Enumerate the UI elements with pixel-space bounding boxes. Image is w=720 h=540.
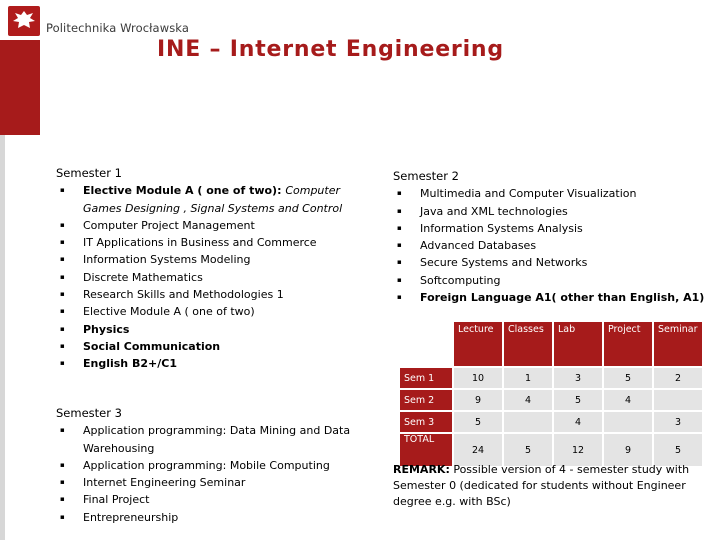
list-item: ▪ English B2+/C1 <box>56 355 376 372</box>
table-corner <box>400 322 452 366</box>
semester-2-heading: Semester 2 <box>393 169 459 183</box>
table-cell: 24 <box>454 434 502 466</box>
table-cell: 5 <box>454 412 502 432</box>
list-item: ▪ Information Systems Analysis <box>393 220 713 237</box>
hours-table <box>398 320 704 468</box>
eagle-icon <box>8 6 40 36</box>
table-cell: 5 <box>654 434 702 466</box>
top-bar <box>0 0 720 40</box>
banner-left-strip <box>0 40 20 135</box>
list-item: ▪ Internet Engineering Seminar <box>56 474 386 491</box>
list-item: ▪ Research Skills and Methodologies 1 <box>56 286 376 303</box>
list-item: ▪ Computer Project Management <box>56 217 376 234</box>
row-header: Sem 1 <box>400 368 452 388</box>
list-item: ▪ Advanced Databases <box>393 237 713 254</box>
list-item: ▪ IT Applications in Business and Commerce <box>56 234 376 251</box>
semester-2-list <box>393 185 713 306</box>
remark-label: REMARK: <box>393 463 450 476</box>
table-cell: 3 <box>654 412 702 432</box>
list-item: ▪ Elective Module A ( one of two): Computer Games Designing , Signal Systems and Control <box>56 182 376 217</box>
left-divider <box>0 135 5 540</box>
table-row <box>400 412 702 432</box>
column-header: Project <box>604 322 652 366</box>
table-row <box>400 368 702 388</box>
table-cell: 3 <box>554 368 602 388</box>
list-item: ▪ Elective Module A ( one of two) <box>56 303 376 320</box>
column-header: Lab <box>554 322 602 366</box>
semester-1-list <box>56 182 376 372</box>
row-header: TOTAL <box>400 434 452 466</box>
list-item: ▪ Application programming: Data Mining and Data Warehousing <box>56 422 386 457</box>
row-header: Sem 3 <box>400 412 452 432</box>
table-cell: 2 <box>654 368 702 388</box>
semester-3-list <box>56 422 386 526</box>
list-item: ▪ Information Systems Modeling <box>56 251 376 268</box>
table-cell <box>654 390 702 410</box>
university-logo <box>8 6 40 36</box>
semester-1-heading: Semester 1 <box>56 166 122 180</box>
list-item: ▪ Application programming: Mobile Computing <box>56 457 386 474</box>
list-item: ▪ Physics <box>56 321 376 338</box>
table-cell: 5 <box>554 390 602 410</box>
list-item: ▪ Java and XML technologies <box>393 203 713 220</box>
table-cell: 10 <box>454 368 502 388</box>
list-item: ▪ Entrepreneurship <box>56 509 386 526</box>
semester-1-section <box>56 165 376 373</box>
slide-title: INE – Internet Engineering <box>157 37 504 62</box>
table-cell: 4 <box>554 412 602 432</box>
semester-3-section <box>56 405 386 526</box>
table-cell <box>604 412 652 432</box>
table-cell: 9 <box>604 434 652 466</box>
column-header: Classes <box>504 322 552 366</box>
list-item: ▪ Softcomputing <box>393 272 713 289</box>
list-item: ▪ Social Communication <box>56 338 376 355</box>
table-cell: 5 <box>604 368 652 388</box>
table-cell: 4 <box>504 390 552 410</box>
institution-name: Politechnika Wrocławska <box>46 21 189 35</box>
row-header: Sem 2 <box>400 390 452 410</box>
semester-2-section <box>393 168 713 306</box>
table-cell <box>504 412 552 432</box>
table-cell: 5 <box>504 434 552 466</box>
semester-3-heading: Semester 3 <box>56 406 122 420</box>
remark-note <box>393 462 713 510</box>
column-header: Lecture <box>454 322 502 366</box>
list-item: ▪ Foreign Language A1( other than English, A1) <box>393 289 713 306</box>
list-item: ▪ Multimedia and Computer Visualization <box>393 185 713 202</box>
table-cell: 9 <box>454 390 502 410</box>
remark-text: Possible version of 4 - semester study with Semester 0 (dedicated for students without Engineer degree e.g. with BSc) <box>393 463 690 508</box>
table-row <box>400 390 702 410</box>
list-item: ▪ Discrete Mathematics <box>56 269 376 286</box>
column-header: Seminar <box>654 322 702 366</box>
table-cell: 1 <box>504 368 552 388</box>
table-header-row <box>400 322 702 366</box>
list-item: ▪ Secure Systems and Networks <box>393 254 713 271</box>
table-cell: 12 <box>554 434 602 466</box>
table-cell: 4 <box>604 390 652 410</box>
list-item: ▪ Final Project <box>56 491 386 508</box>
